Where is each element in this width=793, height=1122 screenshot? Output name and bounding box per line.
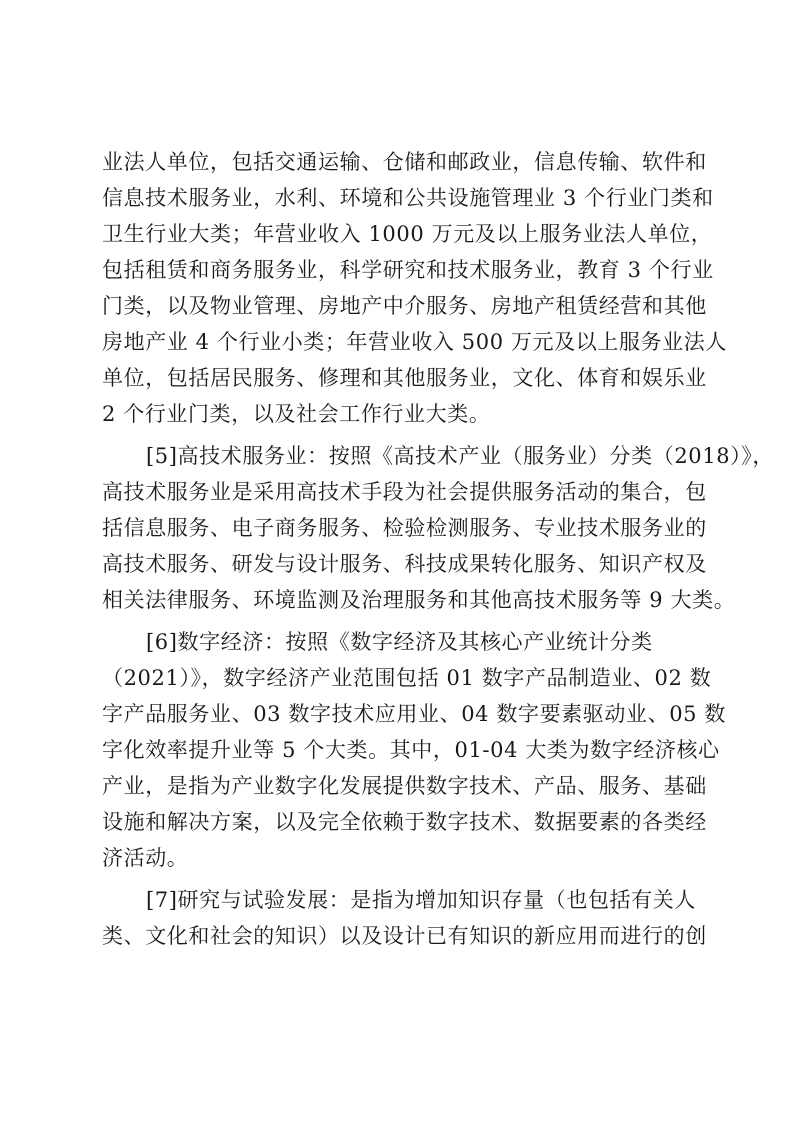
paragraph-continuation: [102, 144, 727, 432]
text-line: 房地产业 4 个行业小类；年营业收入 500 万元及以上服务业法人: [102, 330, 727, 354]
body-text: [102, 144, 774, 954]
paragraph-note-5: [102, 438, 774, 618]
text-line: 字化效率提升业等 5 个大类。其中，01-04 大类为数字经济核心: [102, 738, 720, 762]
text-line: 高技术服务业是采用高技术手段为社会提供服务活动的集合，包: [102, 480, 707, 504]
text-line: 相关法律服务、环境监测及治理服务和其他高技术服务等 9 大类。: [102, 588, 736, 612]
text-line: [5]高技术服务业：按照《高技术产业（服务业）分类（2018）》，: [146, 444, 774, 468]
text-line: 类、文化和社会的知识）以及设计已有知识的新应用而进行的创: [102, 924, 707, 948]
text-line: 设施和解决方案，以及完全依赖于数字技术、数据要素的各类经: [102, 810, 707, 834]
text-line: 门类，以及物业管理、房地产中介服务、房地产租赁经营和其他: [102, 294, 707, 318]
paragraph-note-7: [102, 882, 707, 954]
text-line: 2 个行业门类，以及社会工作行业大类。: [102, 402, 491, 426]
text-line: 单位，包括居民服务、修理和其他服务业，文化、体育和娱乐业: [102, 366, 707, 390]
text-line: （2021）》，数字经济产业范围包括 01 数字产品制造业、02 数: [102, 666, 712, 690]
text-line: 包括租赁和商务服务业，科学研究和技术服务业，教育 3 个行业: [102, 258, 714, 282]
paragraph-note-6: [102, 624, 726, 876]
text-line: 业法人单位，包括交通运输、仓储和邮政业，信息传输、软件和: [102, 150, 707, 174]
text-line: [7]研究与试验发展：是指为增加知识存量（也包括有关人: [146, 888, 696, 912]
text-line: 产业，是指为产业数字化发展提供数字技术、产品、服务、基础: [102, 774, 707, 798]
text-line: [6]数字经济：按照《数字经济及其核心产业统计分类: [146, 630, 653, 654]
text-line: 济活动。: [102, 846, 189, 870]
text-line: 括信息服务、电子商务服务、检验检测服务、专业技术服务业的: [102, 516, 707, 540]
text-line: 字产品服务业、03 数字技术应用业、04 数字要素驱动业、05 数: [102, 702, 726, 726]
text-line: 高技术服务、研发与设计服务、科技成果转化服务、知识产权及: [102, 552, 707, 576]
text-line: 卫生行业大类；年营业收入 1000 万元及以上服务业法人单位，: [102, 222, 713, 246]
text-line: 信息技术服务业，水利、环境和公共设施管理业 3 个行业门类和: [102, 186, 714, 210]
